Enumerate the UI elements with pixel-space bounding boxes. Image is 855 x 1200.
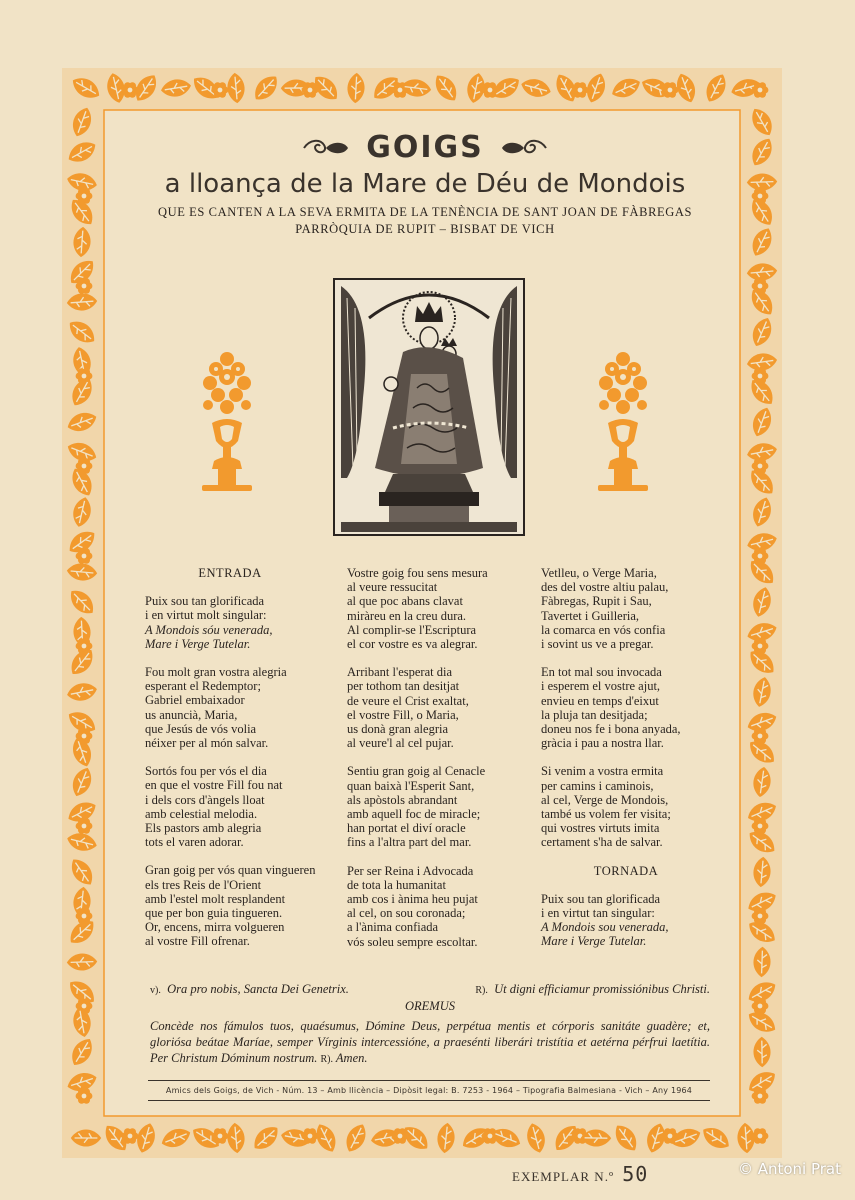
verse-line: doneu nos fe i bona anyada, [541,722,681,737]
verse-line: Per ser Reina i Advocada [347,863,474,878]
stanza [541,764,711,849]
prayer-block [150,982,710,1068]
verse-line: Mare i Verge Tutelar. [541,934,647,949]
virgin-mary-woodcut-image [333,278,525,536]
copyright-watermark: © Antoni Prat [737,1160,841,1178]
right-flower-vase-illustration [594,345,652,495]
verse-line: us donà gran alegria [347,722,449,737]
verse-line: i sovint us ve a pregar. [541,637,654,652]
verse-line: Tavertet i Guilleria, [541,608,640,623]
verse-line: envieu en temps d'eixut [541,693,659,708]
verse-line: han portat el diví oracle [347,821,466,836]
verse-line: Puix sou tan glorificada [145,594,265,609]
verse-line: tots el varen adorar. [145,835,244,850]
verse-line: Al complir-se l'Escriptura [347,622,477,637]
stanza [347,566,488,651]
prayer-text: Concède nos fámulos tuos, quaésumus, Dómine Deus, perpétua mentis et córporis sanitáte guadère; et, gloriósa beátae Maríae, semper Vírginis intercessióne, a praesénti liberári tristítia et aetérna pérfrui laetítia. Per Christum Dóminum nostrum. [150,1019,710,1065]
verse-line: al cel, on sou coronada; [347,906,466,921]
response-symbol: R). [475,985,488,996]
verse-line: a l'ànima confiada [347,920,439,935]
stanza [347,864,488,949]
verse-line: Puix sou tan glorificada [541,891,661,906]
stanza [541,566,711,651]
verse-line: Gran goig per vós quan vingueren [145,863,316,878]
verse-line: el vostre Fill, o Maria, [347,707,459,722]
verse-line: qui vostres virtuts imita [541,821,660,836]
stanza [145,665,315,750]
left-scroll-ornament [300,137,352,159]
amen-symbol: R). [320,1054,333,1065]
verse-line: gràcia i pau a nostra llar. [541,736,664,751]
exemplar-number [512,1162,648,1186]
exemplar-number-value: 50 [622,1162,649,1186]
imprint-top-rule [148,1080,710,1081]
verse-line: els tres Reis de l'Orient [145,877,262,892]
versicle-symbol: v). [150,985,161,996]
verse-line: amb celestial melodia. [145,806,258,821]
verse-line: amb l'estel molt resplandent [145,891,286,906]
verse-line: Fou molt gran vostra alegria [145,665,287,680]
stanza [145,594,315,651]
response-text: Ut digni efficiamur promissiónibus Christi. [494,982,710,996]
verse-line: que per bon guia tingueren. [145,906,283,921]
verse-line: miràreu en la creu dura. [347,608,467,623]
verse-line: En tot mal sou invocada [541,665,662,680]
verse-line: certament s'ha de salvar. [541,835,663,850]
page-subtitle: a lloança de la Mare de Déu de Mondois [164,169,686,199]
verse-line: que Jesús de vós volia [145,721,257,736]
verse-column-2 [347,566,488,963]
verse-line: per camins i caminois, [541,778,654,793]
verse-line: A Mondois sou venerada, [541,920,669,935]
stanza [541,665,711,750]
imprint-line: Amics dels Goigs, de Vich - Núm. 13 – Amb llicència – Dipòsit legal: B. 7253 - 1964 – Tipografia Balmesiana - Vich – Any 1964 [165,1086,693,1095]
verse-line: des del vostre altiu palau, [541,580,669,595]
verse-line: Sentiu gran goig al Cenacle [347,764,486,779]
parish-line: PARRÒQUIA DE RUPIT – BISBAT DE VICH [295,222,555,236]
right-scroll-ornament [498,137,550,159]
verse-line: al cel, Verge de Mondois, [541,792,669,807]
stanza [145,764,315,849]
verse-line: quan baixà l'Esperit Sant, [347,778,475,793]
stanza [145,863,315,948]
header [110,130,740,237]
verse-line: de veure el Crist exaltat, [347,693,469,708]
verse-line: amb aquell foc de miracle; [347,807,481,822]
verse-line: i dels cors d'àngels lloat [145,792,265,807]
verse-line: i esperem el vostre ajut, [541,679,661,694]
oremus-heading: OREMUS [405,999,455,1013]
stanza [347,665,488,750]
verse-line: al veure'l al cel pujar. [347,736,454,751]
verse-line: Si venim a vostra ermita [541,764,664,779]
verse-line: fins a l'altra part del mar. [347,835,472,850]
verse-line: Or, encens, mirra volgueren [145,920,285,935]
verse-line: de tota la humanitat [347,877,446,892]
tornada-heading: TORNADA [593,863,659,878]
response [475,982,710,997]
left-flower-vase-illustration [198,345,256,495]
verse-line: el cor vostre es va alegrar. [347,637,478,652]
verse-line: néixer per al món salvar. [145,736,269,751]
tornada-stanza [541,892,711,949]
verse-line: Els pastors amb alegria [145,821,262,836]
versicle-response-row [150,982,710,997]
verse-line: us anuncià, Maria, [145,707,238,722]
verse-line: Sortós fou per vós el dia [145,764,267,779]
verse-line: també us volem fer visita; [541,807,671,822]
verse-line: Fàbregas, Rupit i Sau, [541,594,652,609]
verse-line: al que poc abans clavat [347,594,463,609]
title-row [110,130,740,165]
verse-line: al veure ressucitat [347,580,438,595]
verse-line: en que el vostre Fill fou nat [145,778,283,793]
verse-line: Gabriel embaixador [145,693,245,708]
verse-line: i en virtut tan singular: [541,906,655,921]
verse-line: Arribant l'esperat dia [347,665,452,680]
entrada-heading: ENTRADA [198,566,262,580]
verse-line: al vostre Fill ofrenar. [145,934,250,949]
amen-text: Amen. [335,1051,368,1065]
verse-line: vós soleu sempre escoltar. [347,934,478,949]
verse-column-1 [145,566,315,963]
verse-line: Mare i Verge Tutelar. [145,636,251,651]
verse-line: als apòstols abrandant [347,792,458,807]
verse-line: A Mondois sóu venerada, [145,622,273,637]
page-title: GOIGS [366,130,484,165]
verse-line: esperant el Redemptor; [145,679,261,694]
verse-column-3 [541,566,711,963]
verse-line: amb cos i ànima heu pujat [347,892,478,907]
exemplar-label: EXEMPLAR N.º [512,1169,614,1184]
verse-line: i en virtut molt singular: [145,608,267,623]
verse-line: la comarca en vós confia [541,622,666,637]
verse-line: Vostre goig fou sens mesura [347,566,488,580]
stanza [347,764,488,849]
versicle-text: Ora pro nobis, Sancta Dei Genetrix. [167,982,349,996]
hermitage-line: QUE ES CANTEN A LA SEVA ERMITA DE LA TENÈNCIA DE SANT JOAN DE FÀBREGAS [157,205,693,219]
latin-prayer [150,1018,710,1068]
versicle [150,982,349,997]
imprint-bottom-rule [148,1100,710,1101]
verse-line: Vetlleu, o Verge Maria, [541,566,657,580]
verse-line: la pluja tan desitjada; [541,707,648,722]
verse-line: per tothom tan desitjat [347,679,460,694]
